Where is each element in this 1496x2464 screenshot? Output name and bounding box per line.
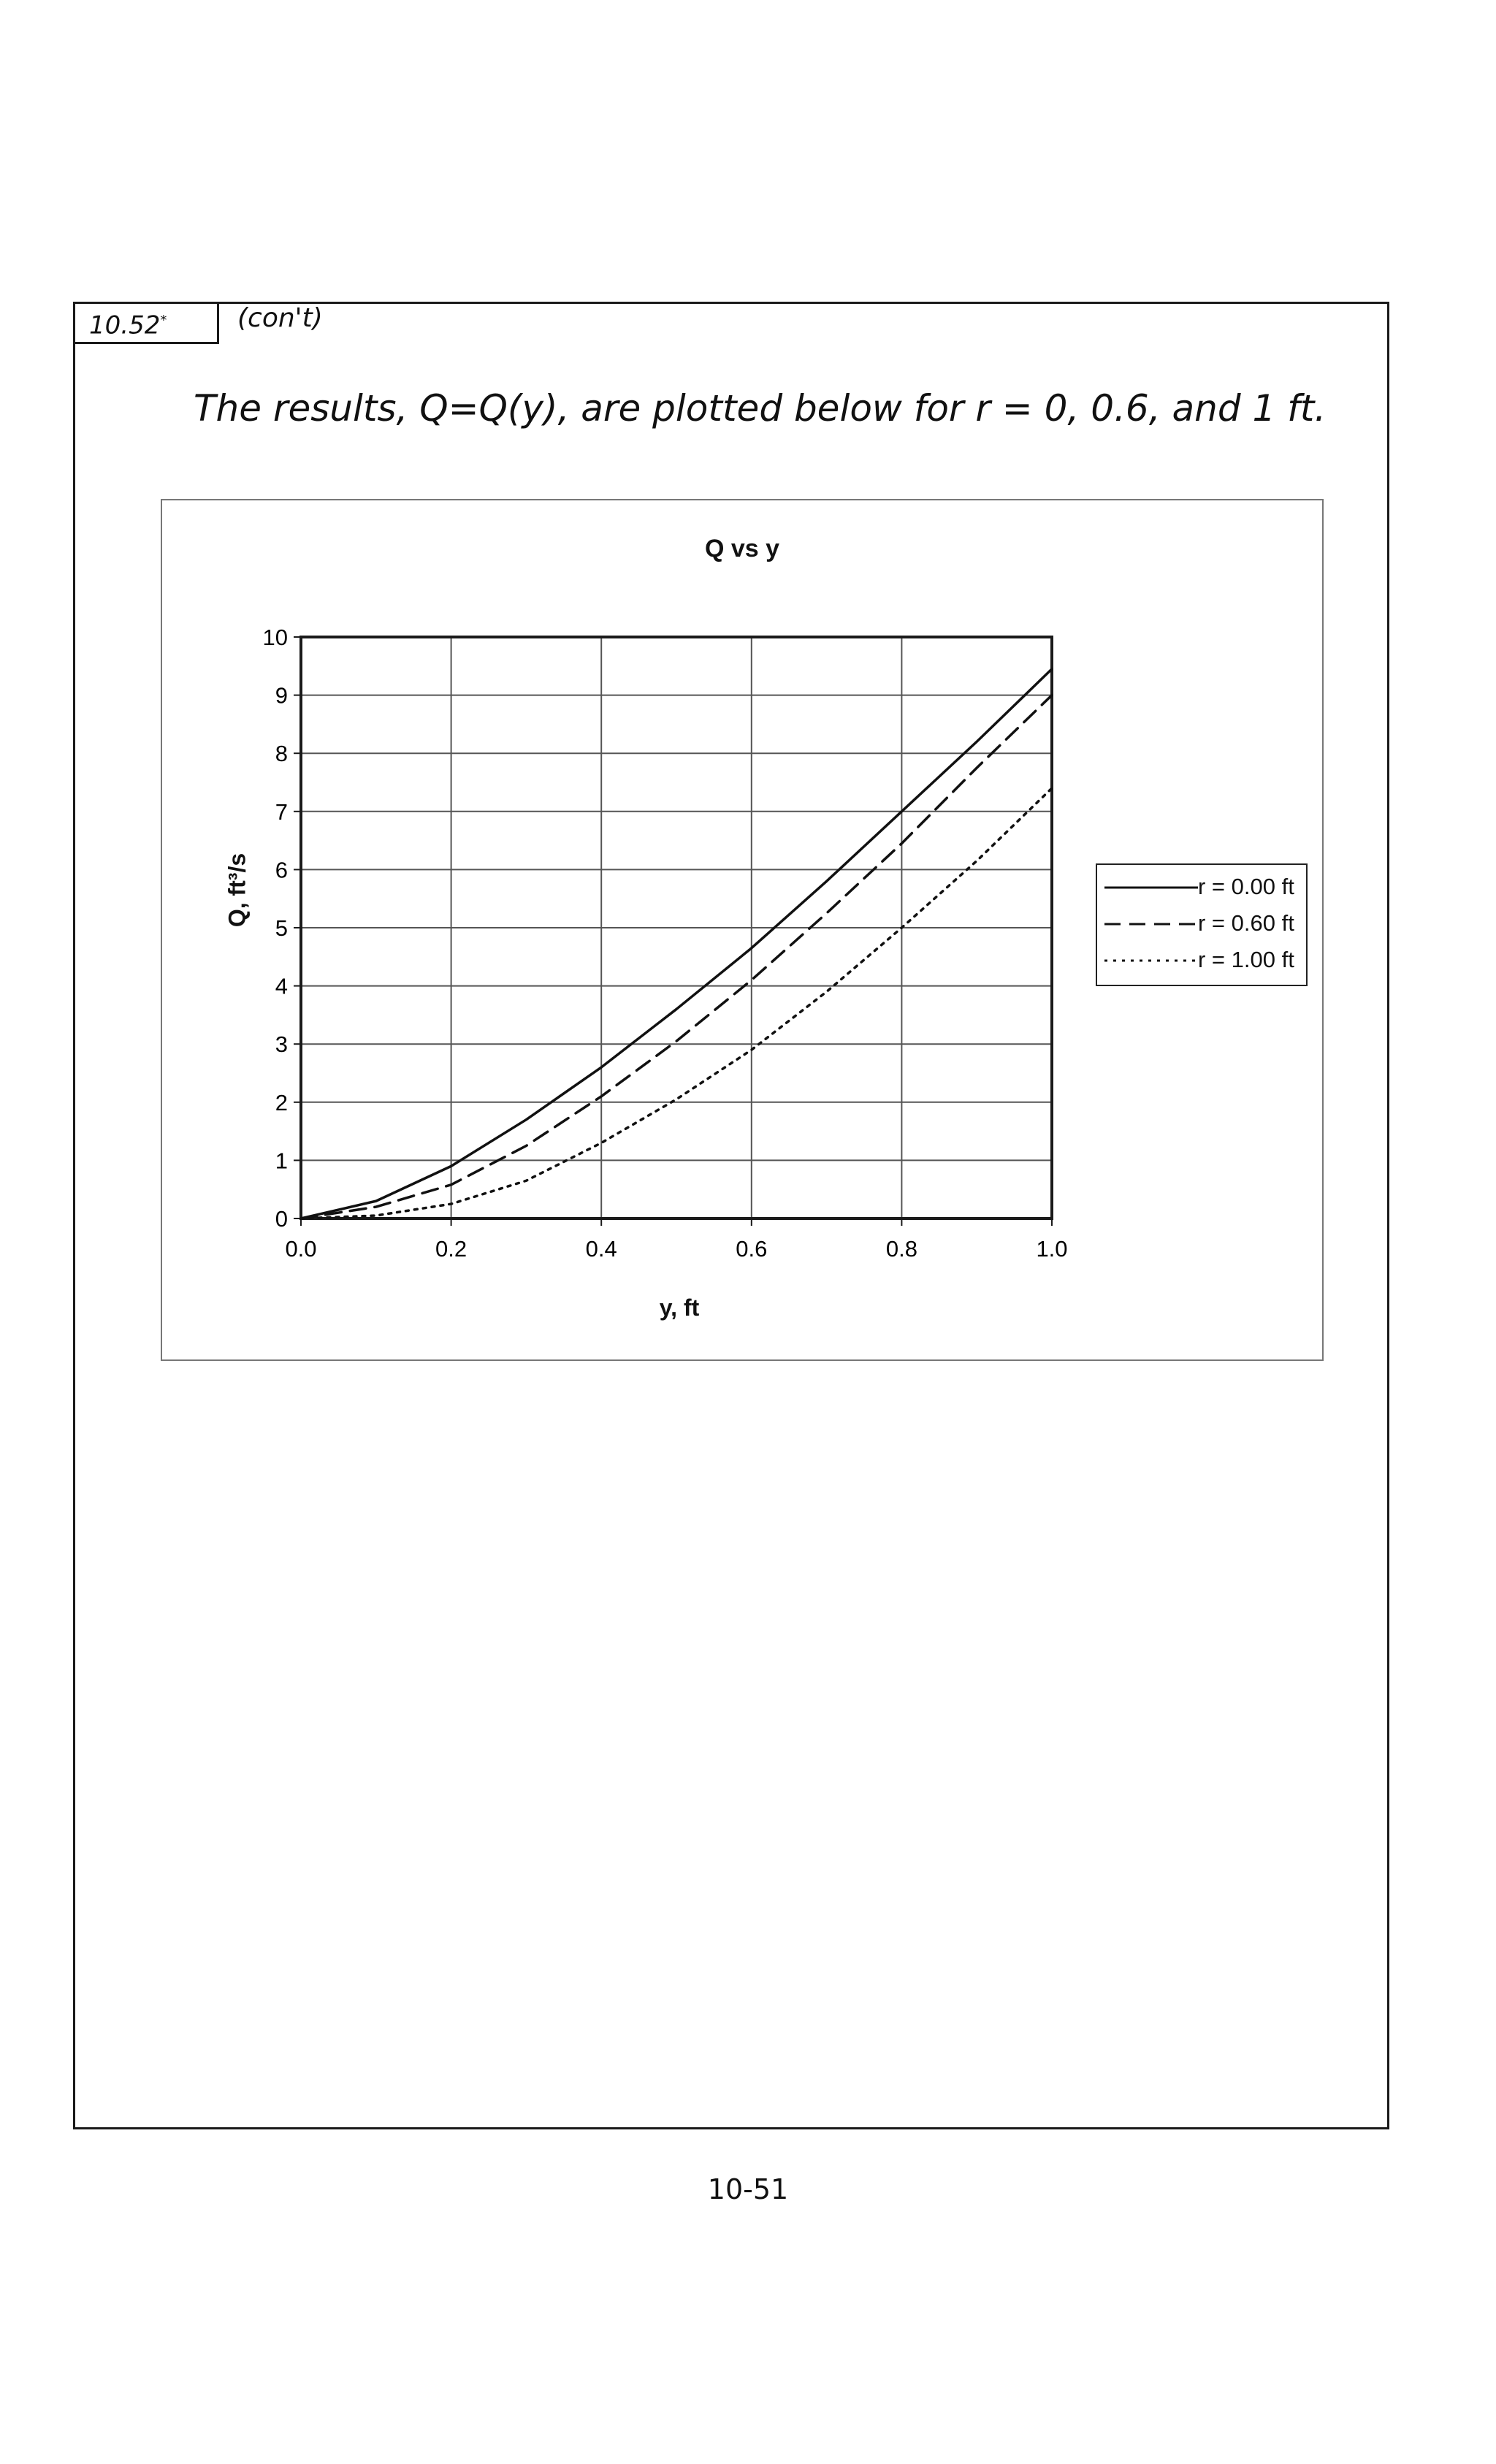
x-tick-label-1: 0.2 bbox=[435, 1236, 468, 1262]
y-tick-label-2: 2 bbox=[275, 1089, 288, 1115]
y-tick-label-1: 1 bbox=[275, 1148, 288, 1174]
chart-legend bbox=[1096, 863, 1308, 986]
series-line-1 bbox=[301, 695, 1052, 1218]
x-tick-label-2: 0.4 bbox=[585, 1236, 617, 1262]
continued-label: (con't) bbox=[237, 303, 323, 333]
x-tick-label-5: 1.0 bbox=[1036, 1236, 1068, 1262]
y-tick-label-9: 9 bbox=[275, 682, 288, 709]
page-number: 10-51 bbox=[707, 2173, 789, 2205]
y-tick-label-10: 10 bbox=[262, 625, 288, 650]
y-tick-label-4: 4 bbox=[275, 973, 288, 999]
intro-text: The results, Q=Q(y), are plotted below for r = 0, 0.6, and 1 ft. bbox=[194, 387, 1327, 430]
y-tick-label-5: 5 bbox=[275, 915, 288, 941]
legend-item-1 bbox=[1097, 906, 1309, 942]
legend-label-2: r = 1.00 ft bbox=[1198, 947, 1294, 972]
legend-label-1: r = 0.60 ft bbox=[1198, 910, 1294, 936]
legend-item-2 bbox=[1097, 942, 1309, 979]
y-axis-label: Q, ft³/s bbox=[224, 853, 251, 928]
series-line-2 bbox=[301, 788, 1052, 1218]
y-tick-label-3: 3 bbox=[275, 1031, 288, 1058]
y-tick-label-0: 0 bbox=[275, 1206, 288, 1232]
y-tick-label-8: 8 bbox=[275, 741, 288, 767]
x-tick-label-3: 0.6 bbox=[736, 1236, 768, 1262]
x-axis-label: y, ft bbox=[659, 1294, 700, 1321]
x-tick-label-4: 0.8 bbox=[885, 1236, 917, 1262]
y-tick-label-6: 6 bbox=[275, 857, 288, 883]
x-tick-label-0: 0.0 bbox=[285, 1236, 317, 1262]
series-line-0 bbox=[301, 669, 1052, 1218]
y-tick-label-7: 7 bbox=[275, 798, 288, 825]
problem-number: 10.52 bbox=[89, 310, 161, 340]
chart-title: Q vs y bbox=[704, 535, 780, 562]
problem-mark: * bbox=[160, 313, 167, 328]
legend-label-0: r = 0.00 ft bbox=[1198, 874, 1294, 899]
legend-item-0 bbox=[1097, 869, 1309, 906]
